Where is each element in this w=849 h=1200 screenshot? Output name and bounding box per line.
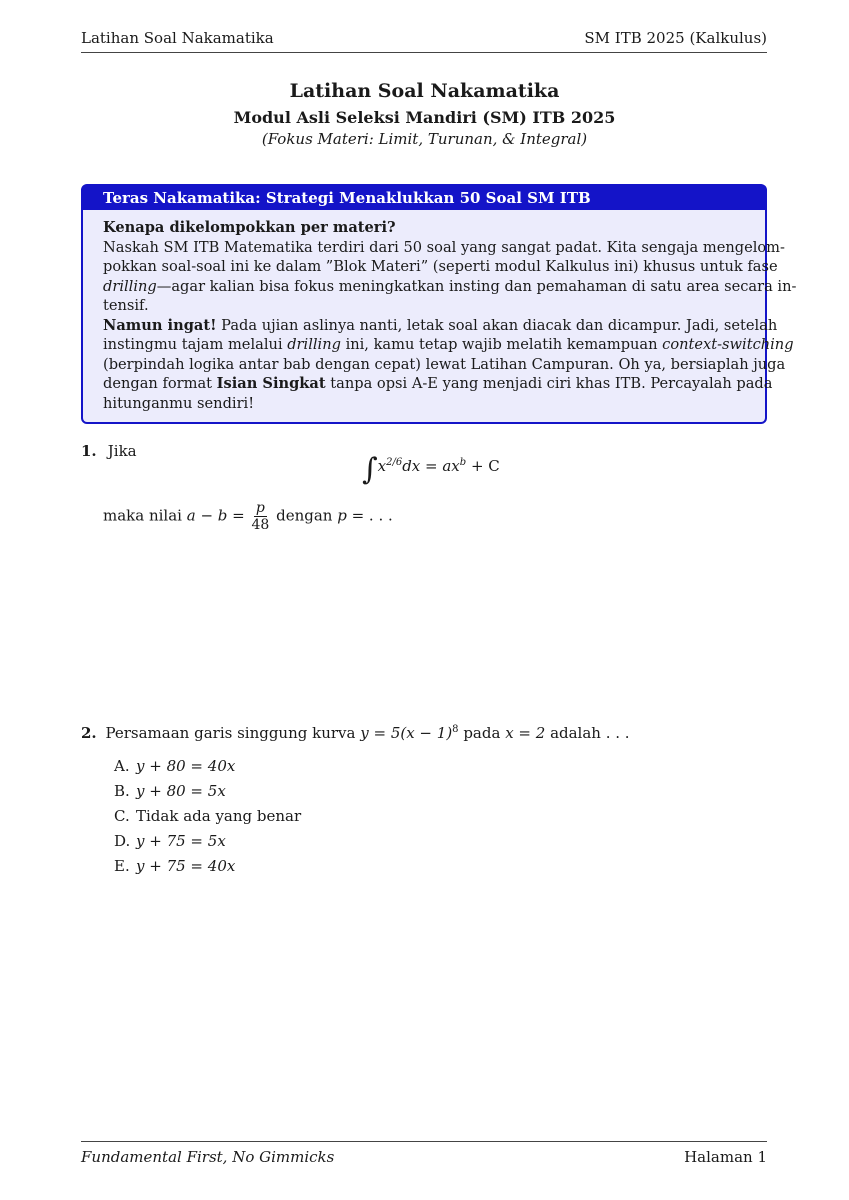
callout-p2-line2	[103, 335, 794, 355]
fraction-p-over-48	[250, 500, 272, 533]
eq-exponent: 2/6	[386, 457, 403, 468]
strategy-callout	[81, 184, 797, 424]
callout-p2-line2-b: ini, kamu tetap wajib melatih kemampuan	[340, 336, 663, 353]
q1-prompt-d: = . . .	[346, 506, 393, 525]
option-d-label: D.	[114, 832, 131, 850]
eq-dx: dx = ax	[402, 457, 460, 475]
eq-base: x	[377, 457, 387, 475]
q1-prompt-a: maka nilai	[103, 506, 187, 525]
q2-text-b: pada	[458, 724, 506, 742]
eq-rhs-exponent: b	[459, 457, 467, 468]
q1-prompt-expr: a − b =	[186, 506, 250, 525]
question-1-prompt	[103, 500, 393, 533]
callout-p2-line3: (berpindah logika antar bab dengan cepat) lewat Latihan Campuran. Oh ya, bersiaplah juga	[103, 355, 786, 373]
running-footer-left: Fundamental First, No Gimmicks	[81, 1148, 335, 1166]
callout-p2-line4	[103, 374, 773, 394]
running-header-right: SM ITB 2025 (Kalkulus)	[584, 29, 767, 47]
q2-expr-exponent: 8	[452, 724, 459, 735]
emphasis-drilling-2: drilling	[287, 336, 341, 353]
question-1-number: 1.	[81, 442, 97, 460]
emphasis-isian-singkat: Isian Singkat	[216, 375, 326, 392]
q1-prompt-b: dengan	[271, 506, 338, 525]
q2-text-c: adalah . . .	[545, 724, 630, 742]
question-1-equation	[362, 452, 500, 492]
footer-rule	[81, 1141, 767, 1142]
option-a-text: y + 80 = 40x	[136, 757, 236, 775]
running-header	[81, 29, 767, 49]
option-b[interactable]	[114, 782, 226, 800]
option-e-text: y + 75 = 40x	[136, 857, 236, 875]
q1-prompt-c: p	[337, 506, 347, 525]
integral-sign: ∫	[362, 452, 378, 487]
page-subtitle: Modul Asli Seleksi Mandiri (SM) ITB 2025	[233, 108, 616, 127]
question-2-number: 2.	[81, 724, 97, 742]
emphasis-context-switching: context-switching	[662, 336, 794, 353]
fraction-denominator: 48	[251, 517, 270, 533]
running-footer	[81, 1148, 767, 1168]
running-header-left: Latihan Soal Nakamatika	[81, 29, 274, 47]
option-c[interactable]	[114, 807, 301, 825]
option-b-label: B.	[114, 782, 130, 800]
callout-question: Kenapa dikelompokkan per materi?	[103, 219, 396, 236]
q2-text-a: Persamaan garis singgung kurva	[105, 724, 361, 742]
q2-expr: y = 5(x − 1)	[360, 724, 453, 742]
emphasis-drilling: drilling	[103, 277, 157, 295]
callout-p1-line3-rest: —agar kalian bisa fokus meningkatkan insting dan pemahaman di satu area secara in-	[156, 277, 797, 295]
callout-p1-line2: pokkan soal-soal ini ke dalam ”Blok Materi” (seperti modul Kalkulus ini) khusus untuk fase	[103, 258, 778, 275]
callout-body	[83, 210, 797, 413]
callout-p2-line5: hitunganmu sendiri!	[103, 394, 255, 412]
page-number: Halaman 1	[684, 1148, 767, 1166]
callout-p2-line1-rest: Pada ujian aslinya nanti, letak soal akan diacak dan dicampur. Jadi, setelah	[216, 316, 778, 334]
header-rule	[81, 52, 767, 53]
callout-p2-line4-a: dengan format	[103, 375, 217, 392]
callout-p1-line4: tensif.	[103, 297, 149, 314]
callout-bold-lead: Namun ingat!	[103, 316, 217, 334]
callout-p2-line1	[103, 316, 778, 336]
option-e[interactable]	[114, 857, 235, 875]
fraction-numerator: p	[255, 500, 265, 516]
eq-tail: + C	[466, 457, 500, 475]
callout-p2-line2-a: instingmu tajam melalui	[103, 336, 288, 353]
option-b-text: y + 80 = 5x	[136, 782, 226, 800]
option-d[interactable]	[114, 832, 226, 850]
option-a-label: A.	[114, 757, 130, 775]
question-1	[81, 441, 137, 460]
option-c-text: Tidak ada yang benar	[136, 807, 302, 825]
focus-note: (Fokus Materi: Limit, Turunan, & Integral)	[261, 130, 588, 148]
page-title: Latihan Soal Nakamatika	[289, 80, 560, 102]
question-1-intro: Jika	[107, 442, 137, 460]
callout-p1-line3	[103, 277, 797, 297]
option-c-label: C.	[114, 807, 130, 825]
option-e-label: E.	[114, 857, 130, 875]
option-a[interactable]	[114, 757, 235, 775]
q2-expr2: x = 2	[505, 724, 546, 742]
question-2	[81, 724, 630, 742]
callout-p2-line4-b: tanpa opsi A-E yang menjadi ciri khas ITB. Percayalah pada	[325, 375, 773, 392]
callout-heading: Teras Nakamatika: Strategi Menaklukkan 50 Soal SM ITB	[83, 186, 765, 210]
option-d-text: y + 75 = 5x	[136, 832, 226, 850]
callout-p1-line1: Naskah SM ITB Matematika terdiri dari 50 soal yang sangat padat. Kita sengaja mengelom-	[103, 238, 785, 256]
